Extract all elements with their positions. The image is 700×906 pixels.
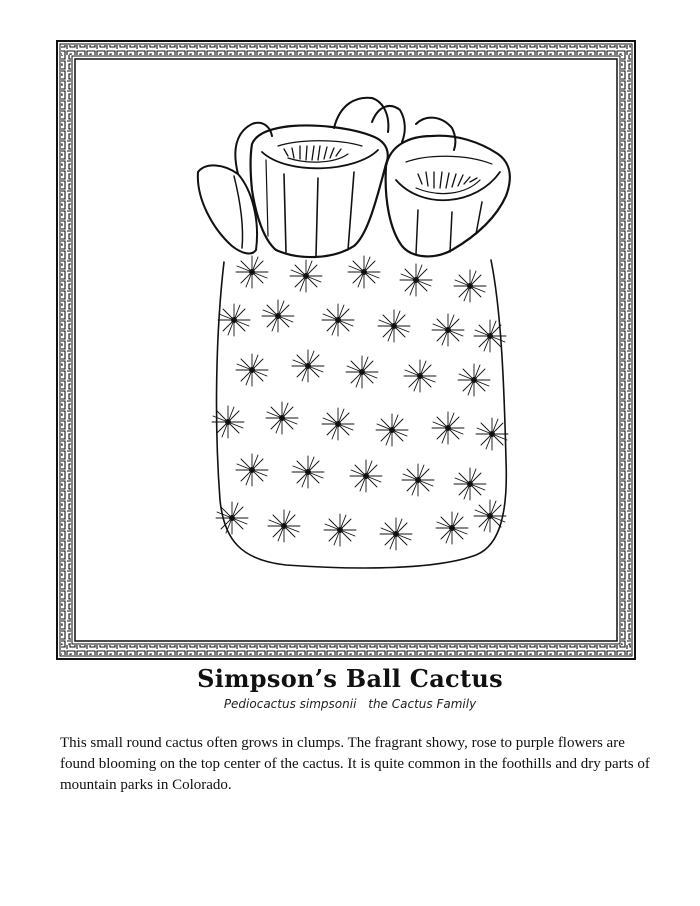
plant-description: This small round cactus often grows in clumps. The fragrant showy, rose to purple flowers are found blooming on the top center of the cactus. It is quite common in the foothills and dry parts of mountain parks in Colorado.	[60, 735, 650, 793]
plant-common-name: Simpson’s Ball Cactus	[197, 664, 503, 693]
plant-family: the Cactus Family	[368, 697, 477, 711]
plant-scientific-name: Pediocactus simpsonii	[223, 697, 357, 711]
illustration-frame	[56, 40, 636, 660]
greek-key-border	[56, 40, 636, 660]
plant-subtitle	[0, 697, 700, 711]
